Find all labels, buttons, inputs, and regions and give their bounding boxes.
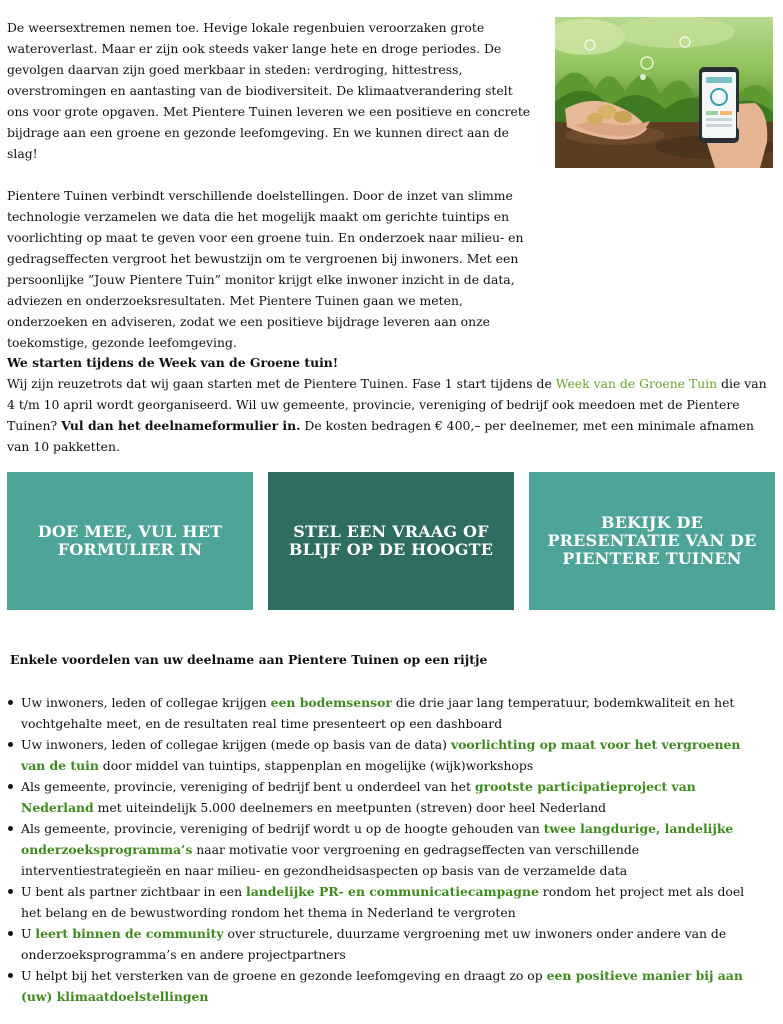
intro-paragraph-1: De weersextremen nemen toe. Hevige lokale regenbuien veroorzaken grote wateroverlast. Maar er zijn ook steeds vaker lange hete en droge periodes. De gevolgen daarvan zijn goed merkbaar in steden: verdroging, hittestress, overstromingen en aantasting van de biodiversiteit. De klimaatverandering stelt ons voor grote opgaven. Met Pientere Tuinen leveren we een positieve en concrete bijdrage aan een groene en gezonde leefomgeving. En we kunnen direct aan de slag!	[7, 20, 531, 161]
list-item: U bent als partner zichtbaar in een landelijke PR- en communicatiecampagne rondom het project met als doel het belang en de bewustwording rondom het thema in Nederland te vergroten	[7, 881, 767, 923]
list-item: Als gemeente, provincie, vereniging of bedrijf wordt u op de hoogte gehouden van twee langdurige, landelijke onderzoeksprogramma’s naar motivatie voor vergroening en gedragseffecten van verschillende interventiestrategieën en naar milieu- en gezondheidsaspecten op basis van de verzamelde data	[7, 818, 767, 881]
list-item: U leert binnen de community over structurele, duurzame vergroening met uw inwoners onder andere van de onderzoeksprogramma’s en andere projectpartners	[7, 923, 767, 965]
hands-with-potatoes-and-smartphone-image	[555, 17, 773, 168]
list-item: Als gemeente, provincie, vereniging of bedrijf bent u onderdeel van het grootste participatieproject van Nederland met uiteindelijk 5.000 deelnemers en meetpunten (streven) door heel Nederland	[7, 776, 767, 818]
deelnameformulier-link[interactable]: Vul dan het deelnameformulier in.	[61, 418, 301, 433]
start-paragraph: Wij zijn reuzetrots dat wij gaan starten met de Pientere Tuinen. Fase 1 start tijdens de Week van de Groene Tuin die van 4 t/m 10 april wordt georganiseerd. Wil uw gemeente, provincie, vereniging of bedrijf ook meedoen met de Pientere Tuinen? Vul dan het deelnameformulier in. De kosten bedragen € 400,– per deelnemer, met een minimale afnamen van 10 pakketten.	[7, 376, 767, 454]
start-section	[7, 352, 767, 457]
week-van-de-groene-tuin-link[interactable]: Week van de Groene Tuin	[555, 376, 718, 391]
join-form-button[interactable]: DOE MEE, VUL HET FORMULIER IN	[7, 472, 253, 610]
intro-text	[7, 17, 537, 353]
benefits-title: Enkele voordelen van uw deelname aan Pientere Tuinen op een rijtje	[10, 652, 488, 667]
list-item: Uw inwoners, leden of collegae krijgen een bodemsensor die drie jaar lang temperatuur, bodemkwaliteit en het vochtgehalte meet, en de resultaten real time presenteert op een dashboard	[7, 692, 767, 734]
view-presentation-button[interactable]: BEKIJK DE PRESENTATIE VAN DE PIENTERE TUINEN	[529, 472, 775, 610]
start-heading: We starten tijdens de Week van de Groene tuin!	[7, 355, 339, 370]
benefits-list	[7, 692, 767, 1007]
list-item: Uw inwoners, leden of collegae krijgen (mede op basis van de data) voorlichting op maat voor het vergroenen van de tuin door middel van tuintips, stappenplan en mogelijke (wijk)workshops	[7, 734, 767, 776]
list-item: U helpt bij het versterken van de groene en gezonde leefomgeving en draagt zo op een positieve manier bij aan (uw) klimaatdoelstellingen	[7, 965, 767, 1007]
intro-paragraph-2: Pientere Tuinen verbindt verschillende doelstellingen. Door de inzet van slimme technologie verzamelen we data die het mogelijk maakt om gerichte tuintips en voorlichting op maat te geven voor een groene tuin. En onderzoek naar milieu- en gedragseffecten vergroot het bewustzijn om te vergroenen bij inwoners. Met een persoonlijke ”Jouw Pientere Tuin” monitor krijgt elke inwoner inzicht in de data, adviezen en onderzoeksresultaten. Met Pientere Tuinen gaan we meten, onderzoeken en adviseren, zodat we een positieve bijdrage leveren aan onze toekomstige, gezonde leefomgeving.	[7, 188, 524, 350]
ask-question-button[interactable]: STEL EEN VRAAG OF BLIJF OP DE HOOGTE	[268, 472, 514, 610]
